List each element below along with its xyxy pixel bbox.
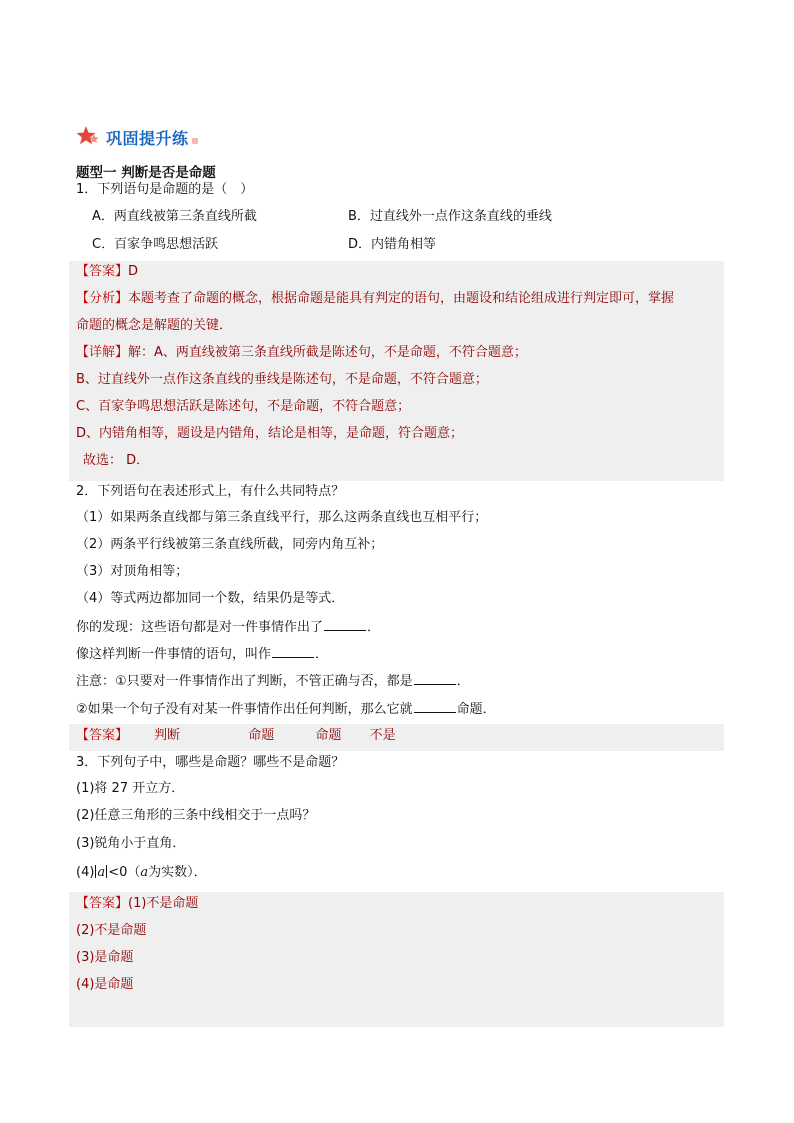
q3-item4-var2: a [140, 865, 149, 880]
q1-detail-line-3: C、百家争鸣思想活跃是陈述句，不是命题，不符合题意； [76, 399, 411, 414]
q1-option-b: B．过直线外一点作这条直线的垂线 [348, 209, 552, 224]
q1-detail-text-1: 解：A、两直线被第三条直线所截是陈述句，不是命题，不符合题意； [128, 345, 527, 360]
q1-stem: 1．下列语句是命题的是（ ） [76, 182, 254, 197]
title-decoration [192, 138, 198, 144]
q1-detail-line-5: 故选： D． [83, 453, 150, 468]
q2-note2-post: 命题． [456, 702, 496, 717]
q1-detail-line-4: D、内错角相等，题设是内错角，结论是相等，是命题，符合题意； [76, 426, 464, 441]
q1-option-a: A．两直线被第三条直线所截 [92, 209, 257, 224]
q1-detail-line-2: B、过直线外一点作这条直线的垂线是陈述句，不是命题，不符合题意； [76, 372, 488, 387]
q3-answer-line-1 [76, 895, 198, 913]
q1-answer-tag: 【答案】 [76, 264, 129, 279]
q2-finding-line [76, 618, 380, 637]
q3-item-2: (2)任意三角形的三条中线相交于一点吗？ [76, 808, 316, 823]
q2-item-2: （2）两条平行线被第三条直线所截，同旁内角互补； [76, 537, 384, 552]
q3-answer-line-2: (2)不是命题 [76, 923, 147, 938]
q2-finding-pre: 你的发现：这些语句都是对一件事情作出了 [76, 620, 324, 635]
q1-analysis-tag: 【分析】 [76, 291, 129, 306]
q2-item-3: （3）对顶角相等； [76, 564, 189, 579]
q2-stem: 2．下列语句在表述形式上，有什么共同特点？ [76, 484, 345, 499]
q2-note-post: ． [456, 674, 470, 689]
q2-answer-2: 命题 [248, 728, 275, 743]
star-icon [76, 125, 100, 149]
q1-option-c: C．百家争鸣思想活跃 [92, 237, 219, 252]
section-header [76, 124, 198, 150]
q2-call-line [76, 645, 328, 664]
q1-answer: D [128, 264, 139, 279]
q3-item4-pre: (4) [76, 865, 95, 880]
q2-call-blank[interactable] [272, 645, 314, 658]
q2-finding-post: ． [367, 620, 381, 635]
q2-answer-box [69, 724, 724, 751]
q3-item-3: (3)锐角小于直角． [76, 836, 186, 851]
q2-note2-pre: ②如果一个句子没有对某一件事情作出任何判断，那么它就 [76, 702, 413, 717]
q2-item-4: （4）等式两边都加同一个数，结果仍是等式． [76, 591, 345, 606]
q2-item-1: （1）如果两条直线都与第三条直线平行，那么这两条直线也互相平行； [76, 510, 488, 525]
q1-analysis-line-2: 命题的概念是解题的关键． [76, 318, 233, 333]
q2-answer-tag: 【答案】 [76, 728, 129, 743]
type-heading: 题型一 判断是否是命题 [76, 165, 216, 181]
q2-note-blank[interactable] [414, 672, 456, 685]
q3-item4-var: a [97, 865, 106, 880]
q3-answer-box [69, 892, 724, 1027]
q1-detail-tag: 【详解】 [76, 345, 129, 360]
q3-item-4 [76, 864, 207, 882]
q1-answer-line [76, 263, 138, 281]
q1-detail-line-1 [76, 344, 527, 362]
q2-note2-blank[interactable] [414, 700, 456, 713]
q2-note-pre: 注意：①只要对一件事情作出了判断，不管正确与否，都是 [76, 674, 413, 689]
q2-answer-1: 判断 [154, 728, 181, 743]
q1-answer-box [69, 261, 724, 481]
q1-option-d: D．内错角相等 [348, 237, 437, 252]
section-title: 巩固提升练 [106, 128, 189, 148]
q3-answer-tag: 【答案】 [76, 896, 129, 911]
q1-analysis-text-1: 本题考查了命题的概念，根据命题是能具有判定的语句，由题设和结论组成进行判定即可，掌握 [128, 291, 675, 306]
q3-item-1: (1)将 27 开立方． [76, 781, 185, 796]
q3-stem: 3．下列句子中，哪些是命题？哪些不是命题？ [76, 755, 345, 770]
q2-answer-3: 命题 [315, 728, 342, 743]
q3-item4-mid: <0（ [108, 865, 141, 880]
q2-note2-line [76, 700, 496, 719]
q2-call-post: ． [315, 647, 329, 662]
q2-finding-blank[interactable] [324, 618, 366, 631]
q2-note-line [76, 672, 470, 691]
q2-call-pre: 像这样判断一件事情的语句，叫作 [76, 647, 272, 662]
q2-answer-line [76, 727, 396, 745]
q2-answer-4: 不是 [369, 728, 396, 743]
q1-analysis-line-1 [76, 290, 674, 308]
q3-item4-post: 为实数）． [148, 865, 207, 880]
q3-answer-1: (1)不是命题 [128, 896, 199, 911]
q3-answer-line-4: (4)是命题 [76, 977, 134, 992]
q3-answer-line-3: (3)是命题 [76, 950, 134, 965]
